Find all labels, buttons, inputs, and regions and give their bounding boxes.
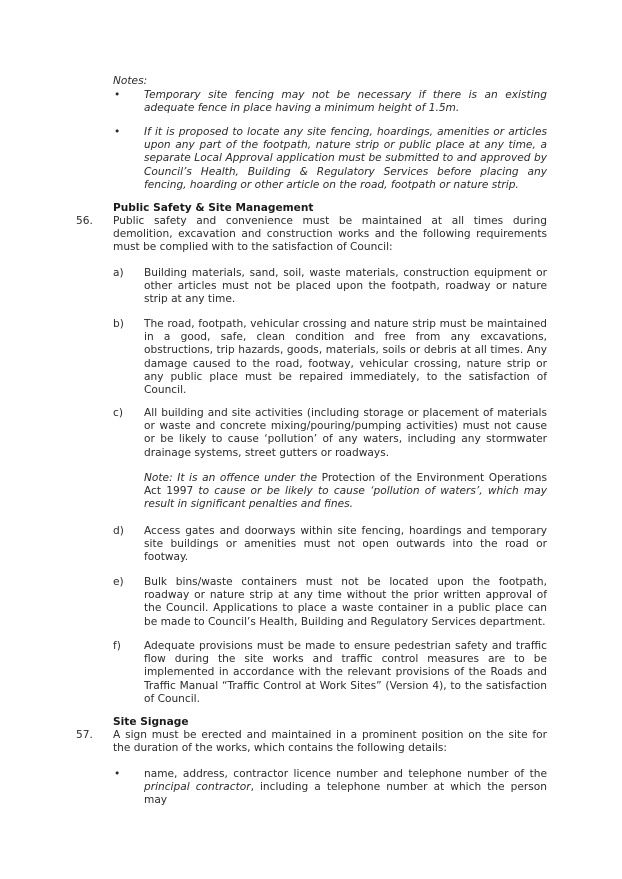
signage-text-part1: name, address, contractor licence number and telephone number of the: [144, 768, 547, 780]
item-e-text: Bulk bins/waste containers must not be located upon the footpath, roadway or nature strip at any time without the prior written approval of the Council. Applications to place a waste container in a public place can be made to Council’s Health, Building and Regulatory Services department.: [144, 576, 547, 628]
item-a-text: Building materials, sand, soil, waste materials, construction equipment or other articles must not be placed upon the footpath, roadway or nature strip at any time.: [144, 267, 547, 306]
note-suffix: to cause or be likely to cause ‘pollution of waters’, which may result in significant penalties and fines.: [144, 485, 548, 511]
item-d-label: d): [113, 525, 124, 537]
section-56-intro: Public safety and convenience must be maintained at all times during demolition, excavation and construction works and the following requirements must be complied with to the satisfaction of Council:: [113, 215, 547, 254]
item-e-label: e): [113, 576, 124, 588]
signage-principal-contractor: principal contractor: [144, 781, 251, 794]
pollution-note: [144, 472, 547, 512]
note-prefix: Note: It is an offence under the: [144, 472, 322, 484]
notes-item-2: If it is proposed to locate any site fencing, hoardings, amenities or articles upon any part of the footpath, nature strip or public place at any time, a separate Local Approval application must be submitted to and approved by Council’s Health, Building & Regulatory Services before placing any fencing, hoarding or other article on the road, footpath or nature strip.: [144, 126, 547, 191]
note-act-name: Protection of the Environment Operations Act 1997: [144, 472, 548, 498]
item-c-text: All building and site activities (including storage or placement of materials or waste and concrete mixing/pouring/pumping activities) must not cause or be likely to cause ‘pollution’ of any waters, including any stormwater drainage systems, street gutters or roadways.: [144, 407, 547, 459]
signage-bullet-text: [144, 768, 547, 808]
signage-text-part2: , including a telephone number at which the person may: [144, 781, 547, 807]
item-d-text: Access gates and doorways within site fencing, hoardings and temporary site buildings or amenities must not open outwards into the road or footway.: [144, 525, 547, 564]
notes-item-1: Temporary site fencing may not be necessary if there is an existing adequate fence in place having a minimum height of 1.5m.: [144, 89, 547, 115]
bullet-icon: •: [114, 89, 121, 101]
item-f-text: Adequate provisions must be made to ensure pedestrian safety and traffic flow during the site works and traffic control measures are to be implemented in accordance with the relevant provisions of the Roads and Traffic Manual “Traffic Control at Work Sites” (Version 4), to the satisfaction of Council.: [144, 640, 547, 705]
item-a-label: a): [113, 267, 124, 279]
item-c-label: c): [113, 407, 123, 419]
bullet-icon: •: [114, 768, 121, 780]
notes-heading: Notes:: [113, 75, 148, 87]
item-b-label: b): [113, 318, 124, 330]
item-f-label: f): [113, 640, 121, 652]
section-56-number: 56.: [76, 215, 93, 227]
section-57-number: 57.: [76, 729, 93, 741]
section-57-intro: A sign must be erected and maintained in a prominent position on the site for the duration of the works, which contains the following details:: [113, 729, 547, 755]
section-57-heading: Site Signage: [113, 716, 189, 728]
item-b-text: The road, footpath, vehicular crossing and nature strip must be maintained in a good, safe, clean condition and free from any excavations, obstructions, trip hazards, goods, materials, soils or debris at all times. Any damage caused to the road, footway, vehicular crossing, nature strip or any public place must be repaired immediately, to the satisfaction of Council.: [144, 318, 547, 397]
section-56-heading: Public Safety & Site Management: [113, 202, 314, 214]
bullet-icon: •: [114, 126, 121, 138]
